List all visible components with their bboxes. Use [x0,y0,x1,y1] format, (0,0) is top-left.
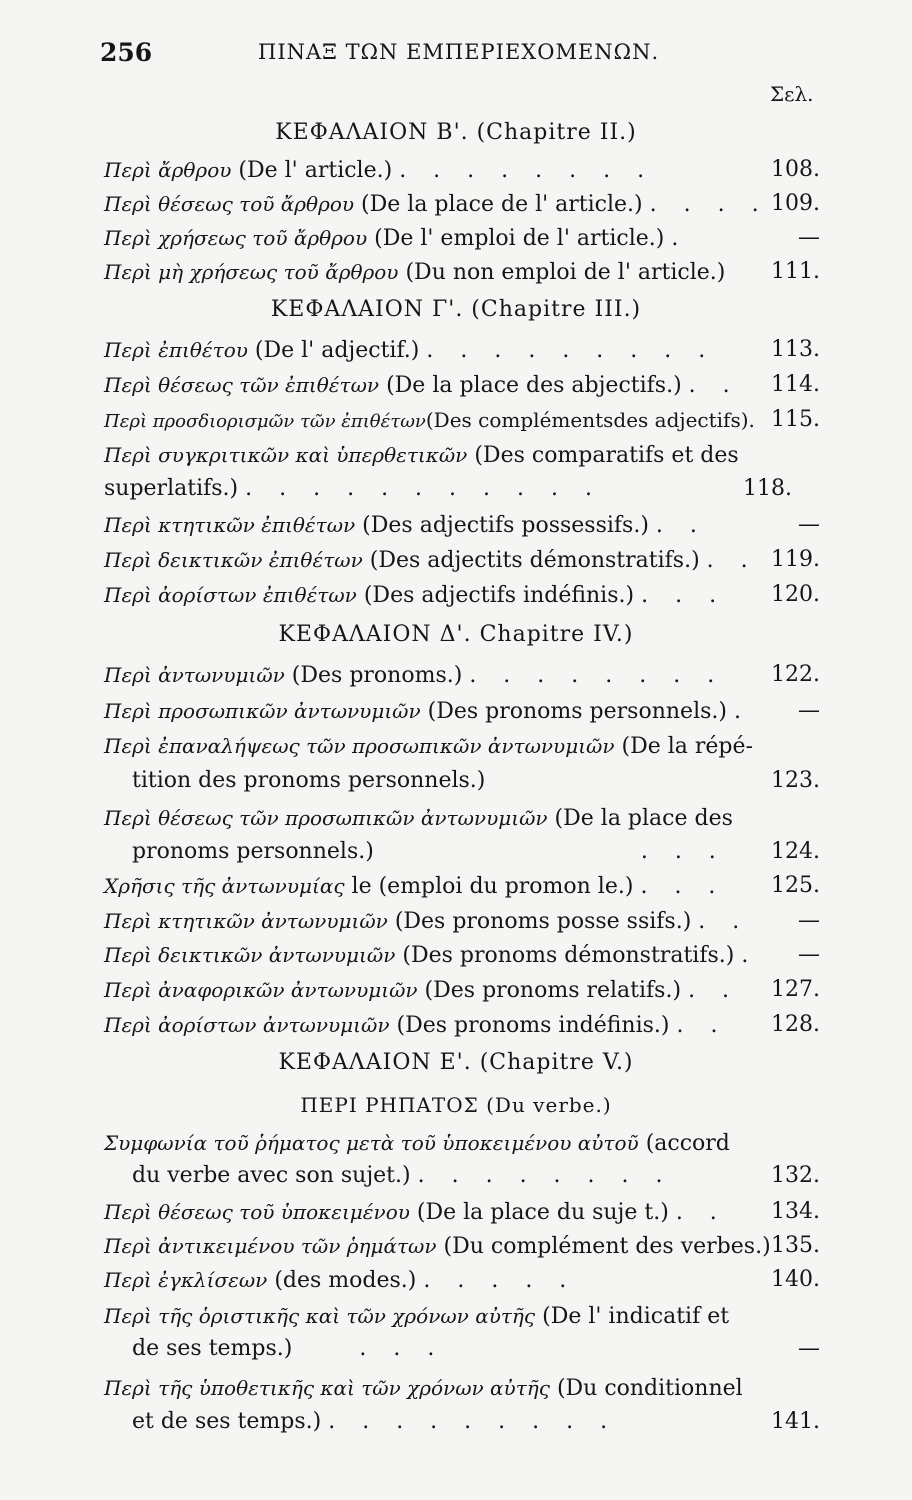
page-ref: 111. [771,259,820,284]
chapter-heading: ΚΕΦΑΛΑΙΟΝ Β'. (Chapitre II.) [275,120,637,145]
toc-entry: Περὶ χρήσεως τοῦ ἄρθρου (De l' emploi de l' article.) . — [104,225,820,251]
toc-entry-continuation: et de ses temps.) . . . . . . . . . 141. [132,1407,820,1437]
page-ref: 119. [771,547,820,572]
page-ref: 109. [771,191,820,216]
toc-entry: Συμφωνία τοῦ ῥήματος μετὰ τοῦ ὑποκειμένου αὐτοῦ (accord [104,1131,730,1156]
toc-entry: Περὶ ἐγκλίσεων (des modes.) . . . . . 140. [104,1267,820,1293]
toc-entry-continuation: superlatifs.) . . . . . . . . . . . 118. [104,474,792,504]
toc-entry: Περὶ τῆς ὑποθετικῆς καὶ τῶν χρόνων αὐτῆς (Du conditionnel [104,1376,743,1401]
running-title: ΠΙΝΑΞ ΤΩΝ ΕΜΠΕΡΙΕΧΟΜΕΝΩΝ. [258,40,660,64]
toc-entry: Περὶ θέσεως τοῦ ἄρθρου (De la place de l' article.) . . . . 109. [104,191,820,217]
page-ref: 135. [771,1233,820,1258]
toc-entry: Περὶ ἀναφορικῶν ἀντωνυμιῶν (Des pronoms relatifs.) . . 127. [104,977,820,1003]
page-ref: 120. [771,582,820,607]
toc-entry: Περὶ θέσεως τῶν προσωπικῶν ἀντωνυμιῶν (De la place des [104,806,733,831]
chapter-heading: ΚΕΦΑΛΑΙΟΝ Γ'. (Chapitre III.) [270,297,642,322]
toc-entry: Περὶ θέσεως τοῦ ὑποκειμένου (De la place du suje t.) . . 134. [104,1199,820,1225]
page-ref: 128. [771,1012,820,1037]
toc-entry: Περὶ κτητικῶν ἐπιθέτων (Des adjectifs possessifs.) . . — [104,512,820,538]
chapter-heading: ΚΕΦΑΛΑΙΟΝ Δ'. Chapitre IV.) [278,622,634,647]
toc-entry: Περὶ ἐπαναλήψεως τῶν προσωπικῶν ἀντωνυμιῶν (De la répé- [104,734,753,759]
toc-entry-continuation: du verbe avec son sujet.) . . . . . . . . 132. [132,1161,820,1191]
page-ref: 115. [771,407,820,432]
page-ref: 122. [771,662,820,687]
page-ref: 127. [771,977,820,1002]
page-column-label: Σελ. [770,82,814,106]
toc-entry: Περὶ θέσεως τῶν ἐπιθέτων (De la place des abjectifs.) . . 114. [104,372,820,398]
page-ref: 123. [771,768,820,793]
page-ref: 140. [771,1267,820,1292]
page-number: 256 [100,38,153,67]
page-ref: — [798,698,820,723]
toc-entry: Περὶ δεικτικῶν ἐπιθέτων (Des adjectits démonstratifs.) . . 119. [104,547,820,573]
toc-entry: Περὶ κτητικῶν ἀντωνυμιῶν (Des pronoms posse ssifs.) . . — [104,908,820,934]
chapter-subheading: ΠΕΡΙ ΡΗΠΑΤΟΣ (Du verbe.) [300,1093,612,1117]
toc-entry: Περὶ δεικτικῶν ἀντωνυμιῶν (Des pronoms démonstratifs.) . — [104,942,820,968]
toc-entry: Περὶ ἀντωνυμιῶν (Des pronoms.) . . . . . . . . 122. [104,662,820,688]
page-ref: — [798,942,820,967]
running-head [100,38,800,68]
page-ref: 134. [771,1199,820,1224]
page-ref: — [798,512,820,537]
page-ref: 108. [771,157,820,182]
toc-entry: Περὶ ἄρθρου (De l' article.) . . . . . . . . 108. [104,157,820,183]
toc-entry: Περὶ ἀορίστων ἀντωνυμιῶν (Des pronoms indéfinis.) . . 128. [104,1012,820,1038]
page-ref: 141. [771,1409,820,1434]
page-ref: 132. [771,1163,820,1188]
page-ref: — [798,908,820,933]
toc-entry: Περὶ τῆς ὁριστικῆς καὶ τῶν χρόνων αὐτῆς (De l' indicatif et [104,1304,730,1329]
toc-entry: Περὶ συγκριτικῶν καὶ ὑπερθετικῶν (Des comparatifs et des [104,443,739,468]
page-ref: — [798,1336,820,1361]
toc-entry: Περὶ ἐπιθέτου (De l' adjectif.) . . . . . . . . . 113. [104,337,820,363]
page-ref: 114. [771,372,820,397]
toc-entry: Περὶ ἀντικειμένου τῶν ῥημάτων (Du complément des verbes.) 135. [104,1233,820,1259]
toc-entry: Περὶ προσωπικῶν ἀντωνυμιῶν (Des pronoms personnels.) . — [104,698,820,724]
toc-entry: Χρῆσις τῆς ἀντωνυμίας le (emploi du promon le.) . . . 125. [104,873,820,899]
page-ref: 113. [771,337,820,362]
toc-entry-continuation: de ses temps.) . . . — [132,1334,820,1364]
toc-entry: Περὶ προσδιορισμῶν τῶν ἐπιθέτων(Des complémentsdes adjectifs). 115. [104,405,820,435]
toc-entry-continuation: pronoms personnels.) . . . 124. [132,837,820,867]
chapter-heading: ΚΕΦΑΛΑΙΟΝ Ε'. (Chapitre V.) [278,1050,634,1075]
page-ref: — [798,225,820,250]
page-ref: 124. [771,839,820,864]
page-ref: 118. [743,476,792,501]
toc-entry: Περὶ ἀορίστων ἐπιθέτων (Des adjectifs indéfinis.) . . . 120. [104,582,820,608]
page-ref: 125. [771,873,820,898]
toc-entry-continuation: tition des pronoms personnels.) 123. [132,766,820,796]
toc-entry: Περὶ μὴ χρήσεως τοῦ ἄρθρου (Du non emploi de l' article.) 111. [104,259,820,285]
